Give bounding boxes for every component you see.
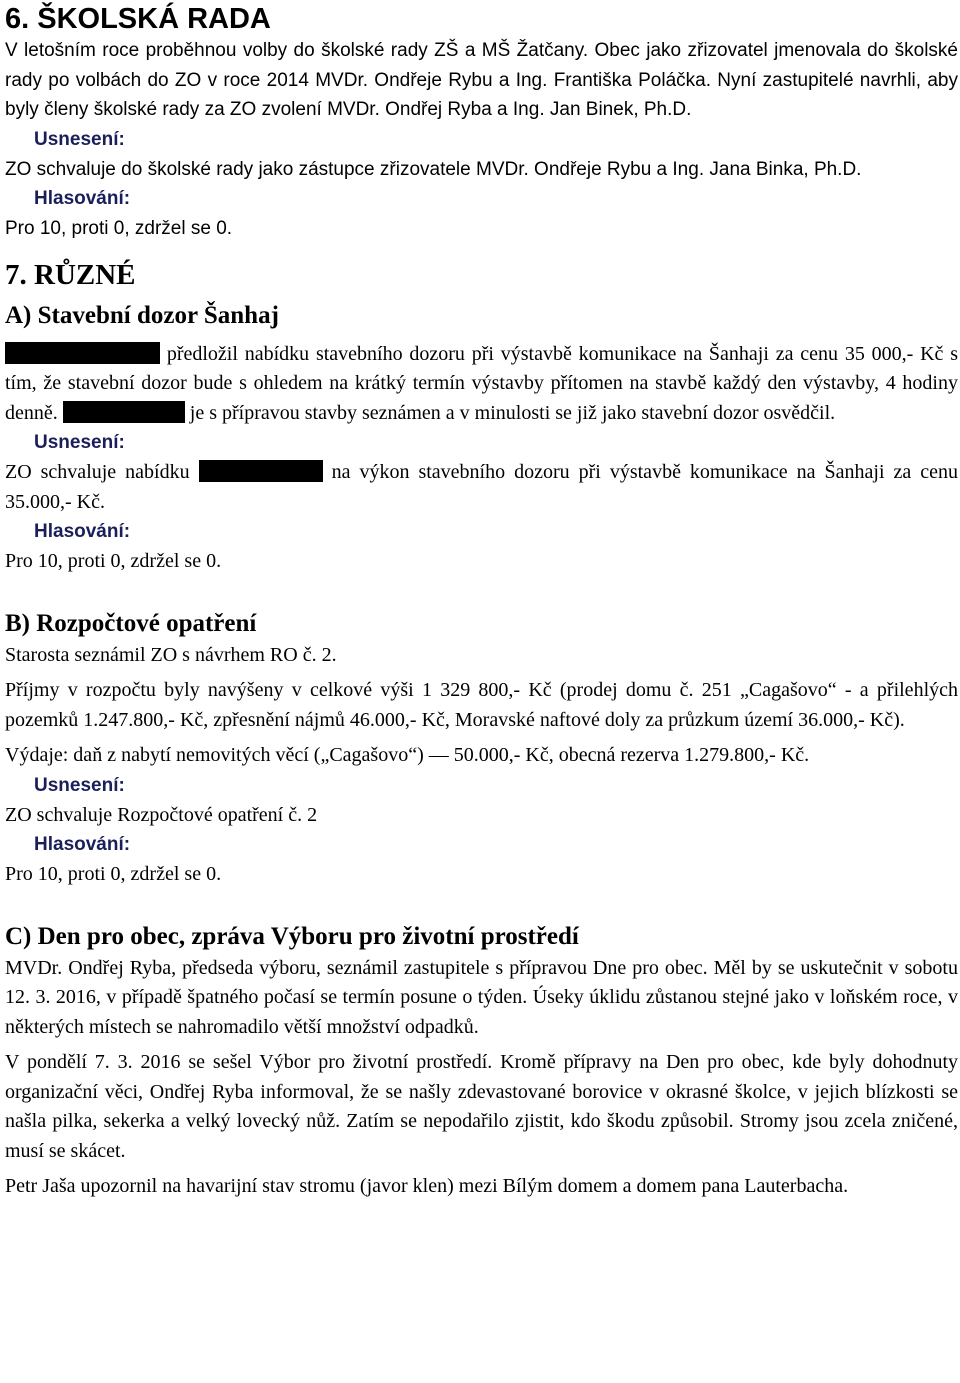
voting-result: Pro 10, proti 0, zdržel se 0.	[5, 863, 222, 885]
subsection-c-paragraph-3: Petr Jaša upozornil na havarijní stav stromu (javor klen) mezi Bílým domem a domem pana Lauterbacha.	[5, 1175, 849, 1197]
subsection-c-heading: C) Den pro obec, zpráva Výboru pro životní prostředí	[5, 922, 579, 950]
subsection-a-text-1: předložil nabídku stavebního dozoru při výstavbě komunikace na Šanhaji za cenu 35 000,- Kč s tím, že stavební dozor bude s ohledem na krátký termín výstavby přítomen na stavbě každý den výstavby, 4 hodiny denně.	[5, 342, 958, 424]
redacted-name	[63, 401, 185, 423]
subsection-b-resolution: ZO schvaluje Rozpočtové opatření č. 2	[5, 803, 318, 826]
resolution-text: ZO schvaluje do školské rady jako zástupce zřizovatele MVDr. Ondřeje Rybu a Ing. Jana Binka, Ph.D.	[5, 158, 862, 180]
subsection-b-income: Příjmy v rozpočtu byly navýšeny v celkové výši 1 329 800,- Kč (prodej domu č. 251 „Cagašovo“ - a přilehlých pozemků 1.247.800,- Kč, zpřesnění nájmů 46.000,- Kč, Moravské naftové doly za průzkum území 36.000,- Kč).	[5, 679, 958, 731]
subsection-a-heading: A) Stavební dozor Šanhaj	[5, 301, 279, 329]
redacted-name	[5, 342, 160, 364]
resolution-text-1: ZO schvaluje nabídku	[5, 461, 190, 483]
subsection-b-heading: B) Rozpočtové opatření	[5, 609, 257, 637]
resolution-label: Usnesení:	[34, 128, 125, 150]
voting-label: Hlasování:	[34, 521, 131, 542]
section-7-heading: 7. RŮZNÉ	[5, 258, 136, 291]
subsection-c-paragraph-1: MVDr. Ondřej Ryba, předseda výboru, seznámil zastupitele s přípravou Dne pro obec. Měl by se uskutečnit v sobotu 12. 3. 2016, v případě špatného počasí se termín posune o týden. Úseky úklidu zůstanou stejné jako v loňském roce, v některých místech se nahromadilo větší množství odpadků.	[5, 956, 958, 1038]
document-page	[5, 0, 958, 1202]
voting-label: Hlasování:	[34, 834, 131, 855]
resolution-text-2: na výkon stavebního dozoru při výstavbě komunikace na Šanhaji za cenu 35.000,- Kč.	[5, 461, 959, 513]
redacted-name	[199, 460, 323, 482]
section-6-paragraph: V letošním roce proběhnou volby do školské rady ZŠ a MŠ Žatčany. Obec jako zřizovatel jmenovala do školské rady po volbách do ZO v roce 2014 MVDr. Ondřeje Rybu a Ing. Františka Poláčka. Nyní zastupitelé navrhli, aby byly členy školské rady za ZO zvolení MVDr. Ondřej Ryba a Ing. Jan Binek, Ph.D.	[5, 40, 958, 120]
voting-label: Hlasování:	[34, 188, 131, 209]
subsection-a-resolution	[5, 458, 958, 517]
voting-result: Pro 10, proti 0, zdržel se 0.	[5, 218, 233, 239]
voting-result: Pro 10, proti 0, zdržel se 0.	[5, 550, 222, 572]
subsection-a-text-2: je s přípravou stavby seznámen a v minulosti se již jako stavební dozor osvědčil.	[189, 401, 836, 424]
resolution-label: Usnesení:	[34, 432, 125, 453]
section-6-heading: 6. ŠKOLSKÁ RADA	[5, 3, 271, 35]
subsection-b-expenses: Výdaje: daň z nabytí nemovitých věcí („Cagašovo“) — 50.000,- Kč, obecná rezerva 1.279.800,- Kč.	[5, 744, 810, 766]
resolution-label: Usnesení:	[34, 774, 125, 796]
subsection-a-paragraph	[5, 340, 958, 429]
subsection-b-intro: Starosta seznámil ZO s návrhem RO č. 2.	[5, 643, 337, 666]
subsection-c-paragraph-2: V pondělí 7. 3. 2016 se sešel Výbor pro životní prostředí. Kromě přípravy na Den pro obec, kde byly dohodnuty organizační věci, Ondřej Ryba informoval, že se našly zdevastované borovice v okrasné školce, v jejich blízkosti se našla pilka, sekerka a velký lovecký nůž. Zatím se nepodařilo zjistit, kdo škodu způsobil. Stromy jsou zcela zničené, musí se skácet.	[5, 1051, 958, 1162]
